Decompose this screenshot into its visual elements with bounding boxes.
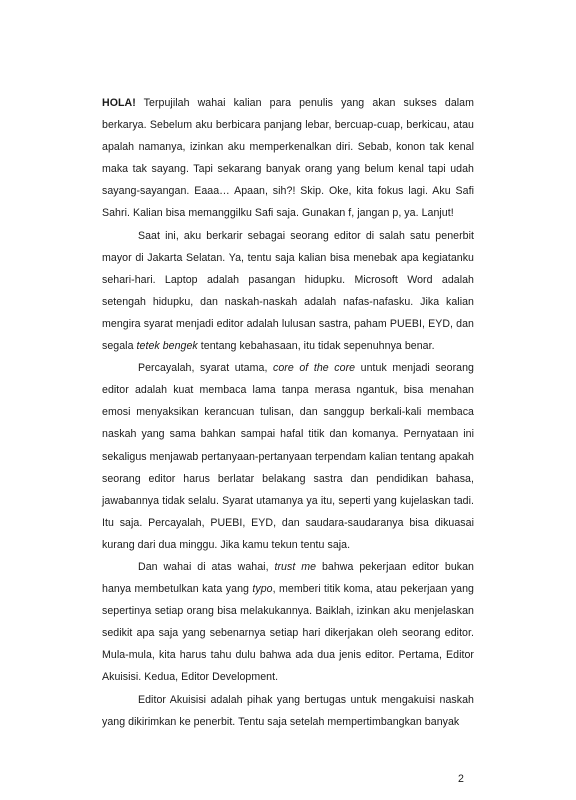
paragraph-text: Percayalah, syarat utama, — [138, 362, 273, 375]
paragraph-editor-work — [102, 556, 474, 689]
paragraph-text: bahwa pekerjaan editor bukan hanya membetulkan kata yang — [102, 560, 474, 596]
paragraph-text: Editor Akuisisi adalah pihak yang bertugas untuk mengakuisi naskah yang dikirimkan ke penerbit. Tentu saja setelah mempertimbangkan banyak — [102, 693, 474, 728]
paragraph-text: , memberi titik koma, atau pekerjaan yang sepertinya setiap orang bisa melakukannya. Baiklah, izinkan aku menjelaskan sedikit apa saja yang sebenarnya setiap hari dikerjakan oleh seorang editor. Mula-mula, kita harus tahu dulu bahwa ada dua jenis editor. Pertama, Editor Akuisisi. Kedua, Editor Development. — [102, 583, 474, 684]
italic-term: tetek bengek — [136, 340, 198, 353]
paragraph-acquisition-editor — [102, 689, 474, 733]
paragraph-text: Saat ini, aku berkarir sebagai seorang editor di salah satu penerbit mayor di Jakarta Selatan. Ya, tentu saja kalian bisa menebak apa kegiatanku sehari-hari. Laptop adalah pasangan hidupku. Microsoft Word adalah setengah hidupku, dan naskah-naskah adalah nafas-nafasku. Jika kalian mengira syarat menjadi editor adalah lulusan sastra, paham PUEBI, EYD, dan segala — [102, 229, 474, 353]
paragraph-text: tentang kebahasaan, itu tidak sepenuhnya benar. — [197, 340, 435, 353]
paragraph-text: Dan wahai di atas wahai, — [138, 560, 275, 573]
page-number: 2 — [458, 773, 464, 785]
paragraph-text: Terpujilah wahai kalian para penulis yang akan sukses dalam berkarya. Sebelum aku berbicara panjang lebar, bercuap-cuap, berkicau, atau apalah namanya, izinkan aku memperkenalkan diri. Sebab, konon tak kenal maka tak sayang. Tapi sekarang banyak orang yang belum kenal tapi udah sayang-sayangan. Eaaa… Apaan, sih?! Skip. Oke, kita fokus lagi. Aku Safi Sahri. Kalian bisa memanggilku Safi saja. Gunakan f, jangan p, ya. Lanjut! — [102, 97, 474, 220]
paragraph-intro — [102, 92, 474, 225]
italic-term: trust me — [274, 560, 317, 573]
paragraph-career — [102, 225, 474, 358]
greeting-text: HOLA! — [102, 97, 136, 109]
paragraph-text: untuk menjadi seorang editor adalah kuat membaca lama tanpa merasa ngantuk, bisa menahan emosi menyaksikan kerancuan tulisan, dan sanggup berkali-kali membaca naskah yang sama bahkan sampai hafal titik dan komanya. Pernyataan ini sekaligus menjawab pertanyaan-pertanyaan terpendam kalian tentang apakah seorang editor harus berlatar belakang sastra dan pendidikan bahasa, jawabannya tidak selalu. Syarat utamanya ya itu, seperti yang kujelaskan tadi. Itu saja. Percayalah, PUEBI, EYD, dan saudara-saudaranya bisa dikuasai kurang dari dua minggu. Jika kamu tekun tentu saja. — [102, 362, 474, 551]
paragraph-requirements — [102, 357, 474, 556]
italic-term: core of the core — [273, 362, 356, 375]
italic-term: typo — [252, 583, 273, 596]
